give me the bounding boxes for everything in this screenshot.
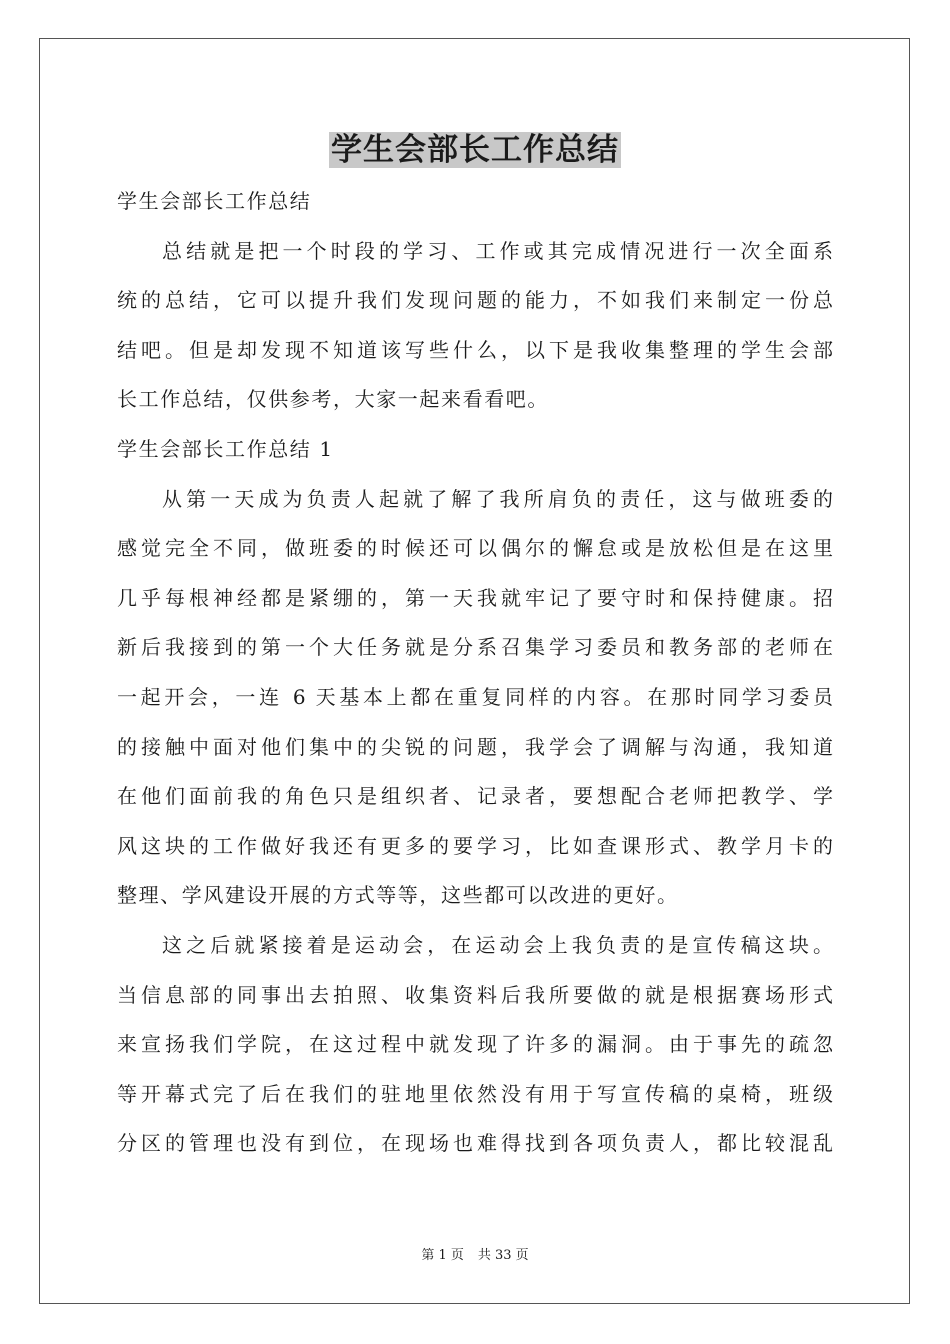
text-line: 等开幕式完了后在我们的驻地里依然没有用于写宣传稿的桌椅，班级 xyxy=(117,1081,833,1106)
text-line: 几乎每根神经都是紧绷的，第一天我就牢记了要守时和保持健康。招 xyxy=(117,585,833,610)
text-line: 结吧。但是却发现不知道该写些什么，以下是我收集整理的学生会部 xyxy=(117,337,833,362)
text-line: 这之后就紧接着是运动会，在运动会上我负责的是宣传稿这块。 xyxy=(162,932,833,957)
text-line: 新后我接到的第一个大任务就是分系召集学习委员和教务部的老师在 xyxy=(117,635,833,660)
document-title-text: 学生会部长工作总结 xyxy=(331,132,619,168)
text-line: 感觉完全不同，做班委的时候还可以偶尔的懈怠或是放松但是在这里 xyxy=(117,536,833,561)
page-footer xyxy=(0,1246,950,1266)
text-line: 当信息部的同事出去拍照、收集资料后我所要做的就是根据赛场形式 xyxy=(117,982,833,1007)
text-line: 从第一天成为负责人起就了解了我所肩负的责任，这与做班委的 xyxy=(162,486,833,511)
text-line: 统的总结，它可以提升我们发现问题的能力，不如我们来制定一份总 xyxy=(117,288,833,313)
page-number: 第 1 页 xyxy=(421,1248,464,1263)
text-line: 总结就是把一个时段的学习、工作或其完成情况进行一次全面系 xyxy=(162,238,833,263)
text-line: 一起开会，一连 6 天基本上都在重复同样的内容。在那时同学习委员 xyxy=(117,684,833,709)
document-body xyxy=(117,177,833,1169)
text-line: 学生会部长工作总结 1 xyxy=(117,436,334,461)
text-line: 风这块的工作做好我还有更多的要学习，比如查课形式、教学月卡的 xyxy=(117,833,833,858)
text-line: 来宣扬我们学院，在这过程中就发现了许多的漏洞。由于事先的疏忽 xyxy=(117,1032,833,1057)
text-line: 整理、学风建设开展的方式等等，这些都可以改进的更好。 xyxy=(117,883,679,908)
text-line: 学生会部长工作总结 xyxy=(117,189,312,213)
text-line: 分区的管理也没有到位，在现场也难得找到各项负责人，都比较混乱 xyxy=(117,1131,833,1156)
document-title xyxy=(0,127,950,173)
text-line: 长工作总结，仅供参考，大家一起来看看吧。 xyxy=(117,387,549,412)
text-line: 在他们面前我的角色只是组织者、记录者，要想配合老师把教学、学 xyxy=(117,784,833,809)
text-line: 的接触中面对他们集中的尖锐的问题，我学会了调解与沟通，我知道 xyxy=(117,734,833,759)
page-total: 共 33 页 xyxy=(477,1248,529,1263)
